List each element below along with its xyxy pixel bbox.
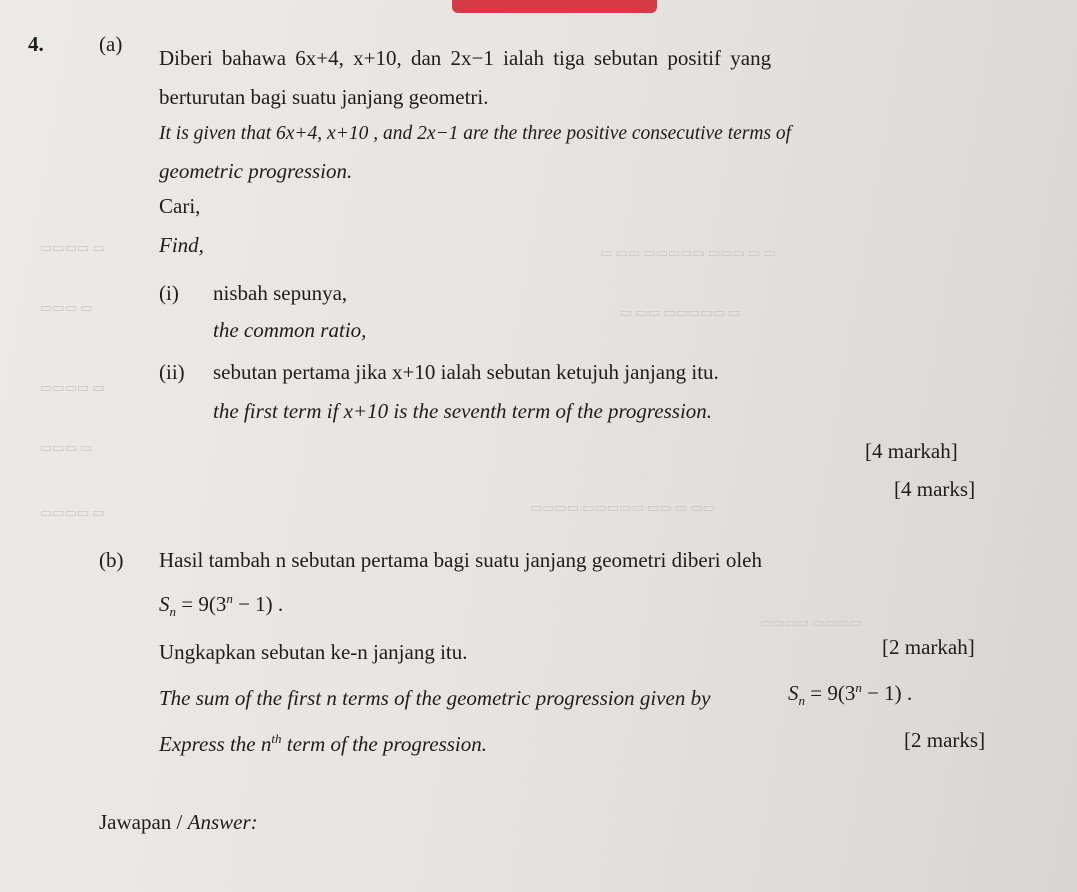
bleed-through-decoration: ▭▭▭▭ ▭▭▭▭▭ ▭▭ ▭ ▭▭ <box>530 500 715 515</box>
en-formula-lhs: S <box>788 681 799 705</box>
part-a-en-line2: geometric progression. <box>159 159 353 183</box>
part-a-en-line1: It is given that 6x+4, x+10 , and 2x−1 are the three positive consecutive terms of <box>159 123 792 144</box>
bleed-through-decoration: ▭▭▭▭ ▭ <box>40 380 105 395</box>
formula-rhs-post: − 1) . <box>232 592 284 616</box>
en-line2-pre: Express the n <box>159 732 272 756</box>
part-b-label: (b) <box>99 548 124 572</box>
bleed-through-decoration: ▭▭▭ ▭ <box>40 440 93 455</box>
part-a-marks-ms: [4 markah] <box>865 439 958 463</box>
bleed-through-decoration: ▭▭▭ ▭ <box>40 300 93 315</box>
part-b-ms-line2: Ungkapkan sebutan ke-n janjang itu. <box>159 640 468 664</box>
answer-label-en: Answer: <box>187 810 258 834</box>
answer-label <box>99 812 258 833</box>
formula-lhs-sub: n <box>169 604 176 620</box>
formula-rhs-pre: = 9(3 <box>176 592 227 616</box>
part-b-en-line2 <box>159 731 488 756</box>
part-b-marks-ms: [2 markah] <box>882 635 975 659</box>
part-b-formula <box>159 591 284 620</box>
en-formula-rhs-post: − 1) . <box>861 681 913 705</box>
formula-lhs: S <box>159 592 170 616</box>
bleed-through-decoration: ▭ ▭▭ ▭▭▭▭▭ ▭ <box>620 305 741 320</box>
en-formula-lhs-sub: n <box>798 693 805 709</box>
en-formula-rhs-pre: = 9(3 <box>805 681 856 705</box>
en-line2-sup: th <box>271 731 282 746</box>
sub-i-label: (i) <box>159 281 179 305</box>
sub-ii-label: (ii) <box>159 360 185 384</box>
formula-rhs-sup: n <box>226 591 233 606</box>
find-en: Find, <box>159 233 204 257</box>
sub-i-ms: nisbah sepunya, <box>213 281 348 305</box>
bleed-through-decoration: ▭▭▭▭ ▭▭▭▭ <box>760 615 862 630</box>
part-b-en-line1: The sum of the first n terms of the geometric progression given by <box>159 686 711 710</box>
part-a-marks-en: [4 marks] <box>894 477 976 501</box>
part-b-en-formula <box>788 680 913 709</box>
part-b-ms-line1: Hasil tambah n sebutan pertama bagi suatu janjang geometri diberi oleh <box>159 548 762 572</box>
sub-i-en: the common ratio, <box>213 318 367 342</box>
find-ms: Cari, <box>159 194 201 218</box>
part-a-ms-line2: berturutan bagi suatu janjang geometri. <box>159 85 489 109</box>
en-formula-rhs-sup: n <box>855 680 862 695</box>
bleed-through-decoration: ▭▭▭▭ ▭ <box>40 505 105 520</box>
bleed-through-decoration: ▭▭▭▭ ▭ <box>40 240 105 255</box>
page-top-tab <box>452 0 657 13</box>
sub-ii-en: the first term if x+10 is the seventh term of the progression. <box>213 399 713 423</box>
sub-ii-ms: sebutan pertama jika x+10 ialah sebutan ketujuh janjang itu. <box>213 360 719 384</box>
bleed-through-decoration: ▭ ▭▭ ▭▭▭▭▭ ▭▭▭ ▭ ▭ <box>600 245 776 260</box>
question-number: 4. <box>28 32 44 56</box>
part-b-marks-en: [2 marks] <box>904 728 986 752</box>
part-a-ms-line1: Diberi bahawa 6x+4, x+10, dan 2x−1 ialah tiga sebutan positif yang <box>159 46 772 70</box>
en-line2-post: term of the progression. <box>281 732 488 756</box>
answer-label-ms: Jawapan / <box>99 810 188 834</box>
part-a-label: (a) <box>99 32 123 56</box>
